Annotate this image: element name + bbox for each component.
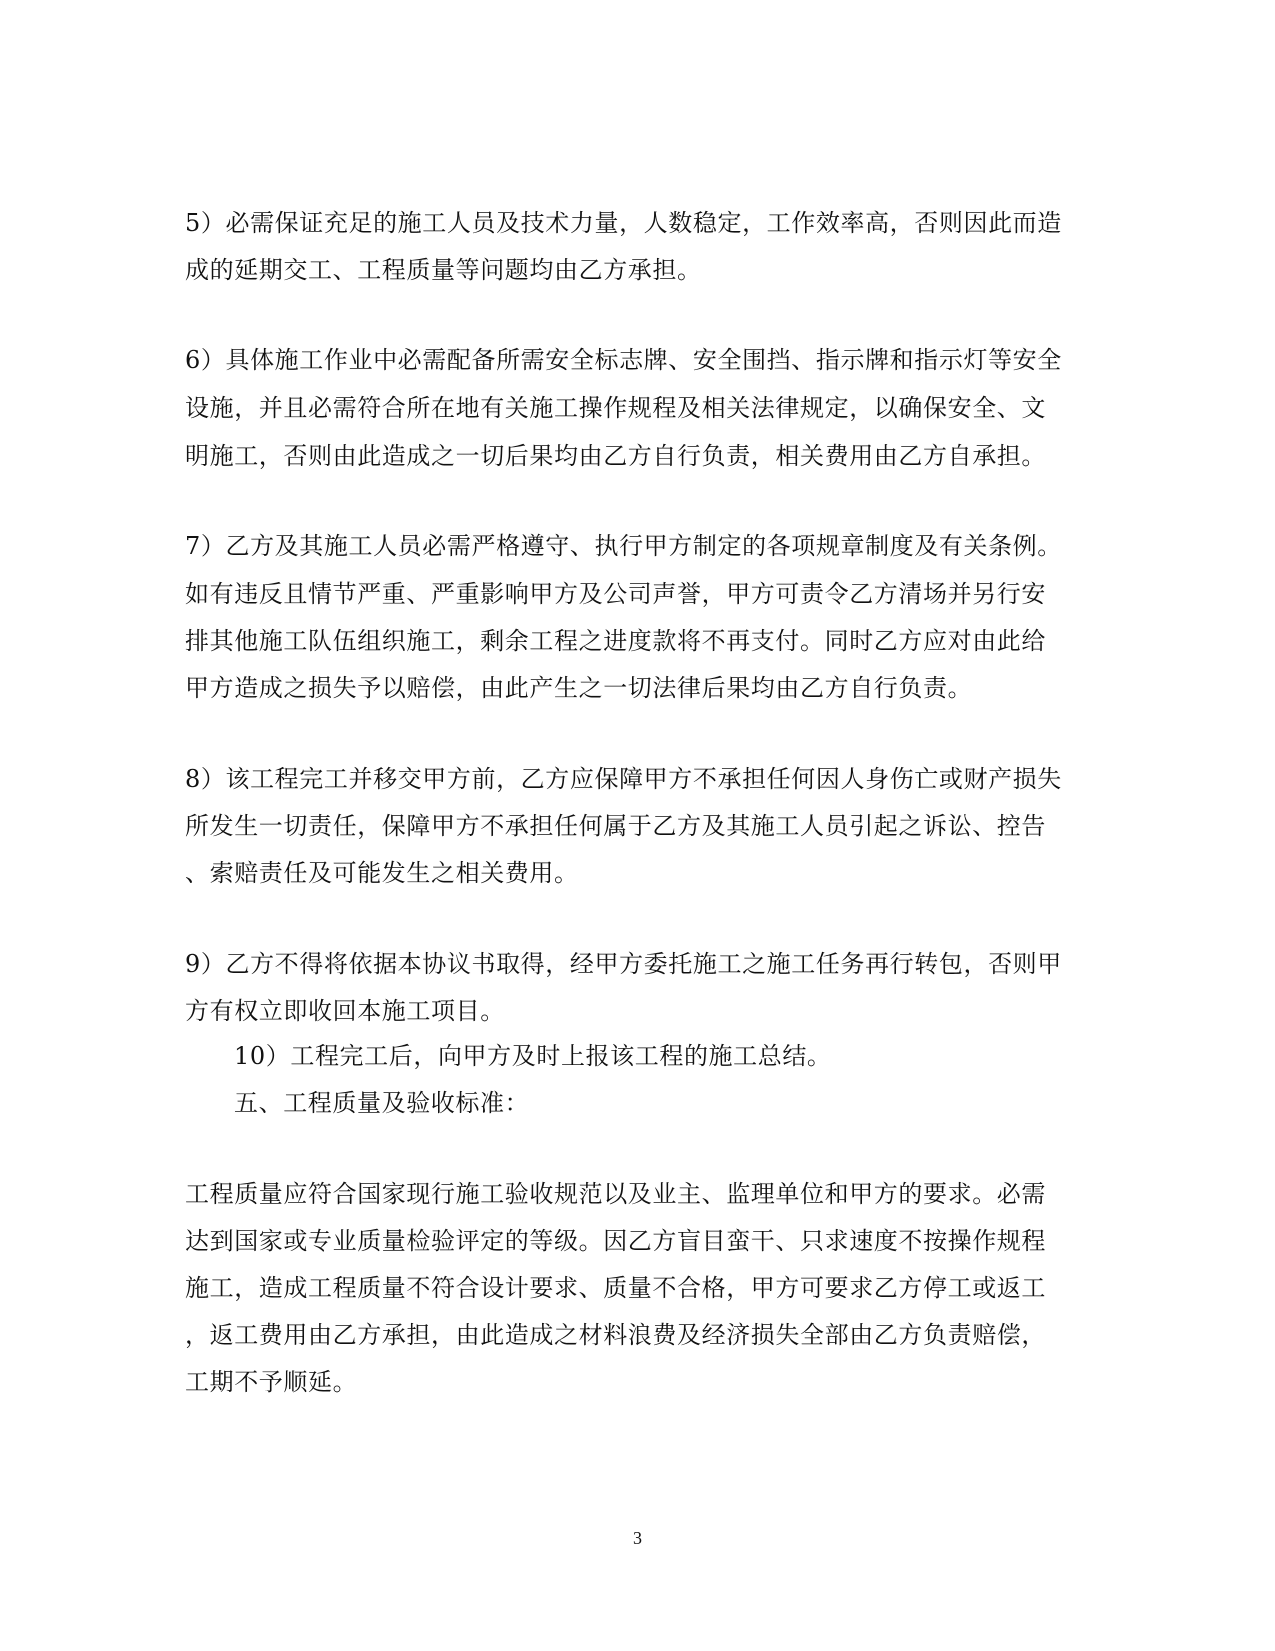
paragraph-8-line-3: 、索赔责任及可能发生之相关费用。: [185, 859, 579, 887]
paragraph-6-line-1: 6）具体施工作业中必需配备所需安全标志牌、安全围挡、指示牌和指示灯等安全: [185, 346, 1062, 374]
paragraph-7-line-2: 如有违反且情节严重、严重影响甲方及公司声誉，甲方可责令乙方清场并另行安: [185, 580, 1046, 608]
section-heading-5: 五、工程质量及验收标准：: [234, 1089, 530, 1117]
paragraph-9-line-2: 方有权立即收回本施工项目。: [185, 997, 505, 1025]
paragraph-6-line-2: 设施，并且必需符合所在地有关施工操作规程及相关法律规定，以确保安全、文: [185, 394, 1046, 422]
paragraph-5-line-1: 5）必需保证充足的施工人员及技术力量，人数稳定，工作效率高，否则因此而造: [185, 209, 1062, 237]
paragraph-8-line-2: 所发生一切责任，保障甲方不承担任何属于乙方及其施工人员引起之诉讼、控告: [185, 812, 1046, 840]
paragraph-10-line-1: 10）工程完工后，向甲方及时上报该工程的施工总结。: [234, 1042, 832, 1070]
paragraph-7-line-4: 甲方造成之损失予以赔偿，由此产生之一切法律后果均由乙方自行负责。: [185, 674, 973, 702]
paragraph-5-line-2: 成的延期交工、工程质量等问题均由乙方承担。: [185, 256, 702, 284]
paragraph-9-line-1: 9）乙方不得将依据本协议书取得，经甲方委托施工之施工任务再行转包，否则甲: [185, 950, 1062, 978]
paragraph-7-line-1: 7）乙方及其施工人员必需严格遵守、执行甲方制定的各项规章制度及有关条例。: [185, 532, 1062, 560]
paragraph-6-line-3: 明施工，否则由此造成之一切后果均由乙方自行负责，相关费用由乙方自承担。: [185, 442, 1046, 470]
quality-paragraph-line-1: 工程质量应符合国家现行施工验收规范以及业主、监理单位和甲方的要求。必需: [185, 1180, 1046, 1208]
paragraph-8-line-1: 8）该工程完工并移交甲方前，乙方应保障甲方不承担任何因人身伤亡或财产损失: [185, 765, 1062, 793]
quality-paragraph-line-2: 达到国家或专业质量检验评定的等级。因乙方盲目蛮干、只求速度不按操作规程: [185, 1227, 1046, 1255]
quality-paragraph-line-3: 施工，造成工程质量不符合设计要求、质量不合格，甲方可要求乙方停工或返工: [185, 1274, 1046, 1302]
paragraph-7-line-3: 排其他施工队伍组织施工，剩余工程之进度款将不再支付。同时乙方应对由此给: [185, 627, 1046, 655]
page-number: 3: [633, 1528, 642, 1548]
quality-paragraph-line-5: 工期不予顺延。: [185, 1368, 358, 1396]
quality-paragraph-line-4: ，返工费用由乙方承担，由此造成之材料浪费及经济损失全部由乙方负责赔偿，: [185, 1321, 1046, 1349]
